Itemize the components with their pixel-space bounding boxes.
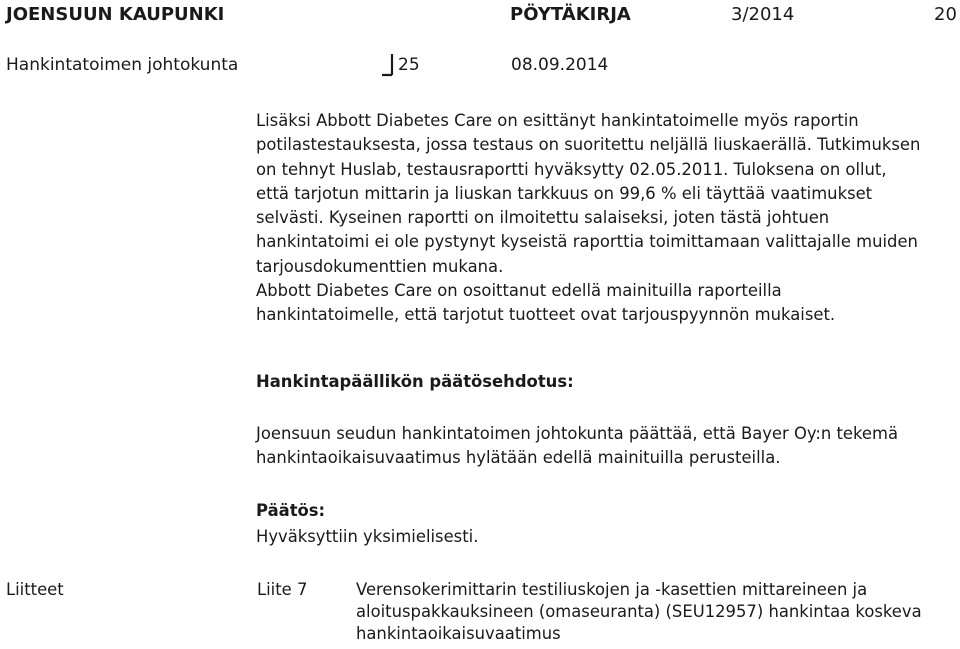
section-number: 25 <box>398 55 420 75</box>
page-number: 20 <box>934 4 957 25</box>
paragraph-line: selvästi. Kyseinen raportti on ilmoitettu salaiseksi, joten tästä johtuen <box>256 208 830 228</box>
decision-heading: Päätös: <box>256 501 326 520</box>
proposal-line: hankintaoikaisuvaatimus hylätään edellä mainituilla perusteilla. <box>256 448 781 468</box>
proposal-line: Joensuun seudun hankintatoimen johtokunta päättää, että Bayer Oy:n tekemä <box>256 424 899 443</box>
committee-name: Hankintatoimen johtokunta <box>6 55 239 75</box>
attachment-line: aloituspakkauksineen (omaseuranta) (SEU12957) hankintaa koskeva <box>356 602 922 621</box>
document-number: 3/2014 <box>731 4 795 25</box>
document-type: PÖYTÄKIRJA <box>510 4 631 25</box>
meeting-date: 08.09.2014 <box>511 55 609 75</box>
decision-text: Hyväksyttiin yksimielisesti. <box>256 527 479 546</box>
paragraph-line: hankintatoimelle, että tarjotut tuotteet ovat tarjouspyynnön mukaiset. <box>256 305 836 325</box>
attachment-item-label: Liite 7 <box>257 580 308 599</box>
proposal-heading: Hankintapäällikön päätösehdotus: <box>256 372 574 391</box>
proposal-text <box>256 422 956 471</box>
section-sign-icon <box>380 52 396 78</box>
paragraph-line: on tehnyt Huslab, testausraportti hyväksytty 02.05.2011. Tuloksena on ollut, <box>256 159 887 179</box>
attachments-label: Liitteet <box>6 580 64 599</box>
attachment-line: Verensokerimittarin testiliuskojen ja -kasettien mittareineen ja <box>356 580 868 599</box>
paragraph-line: tarjousdokumenttien mukana. <box>256 256 504 276</box>
paragraph-line: Lisäksi Abbott Diabetes Care on esittänyt hankintatoimelle myös raportin <box>256 111 859 130</box>
paragraph-main <box>256 109 956 328</box>
attachment-item-text <box>356 579 922 645</box>
attachment-line: hankintaoikaisuvaatimus <box>356 624 561 643</box>
paragraph-line: potilastestauksesta, jossa testaus on suoritettu neljällä liuskaerällä. Tutkimuksen <box>256 135 921 155</box>
paragraph-line: että tarjotun mittarin ja liuskan tarkkuus on 99,6 % eli täyttää vaatimukset <box>256 183 873 203</box>
paragraph-line: hankintatoimi ei ole pystynyt kyseistä raporttia toimittamaan valittajalle muiden <box>256 232 918 252</box>
organization-name: JOENSUUN KAUPUNKI <box>6 4 225 25</box>
paragraph-line: Abbott Diabetes Care on osoittanut edellä mainituilla raporteilla <box>256 281 782 301</box>
